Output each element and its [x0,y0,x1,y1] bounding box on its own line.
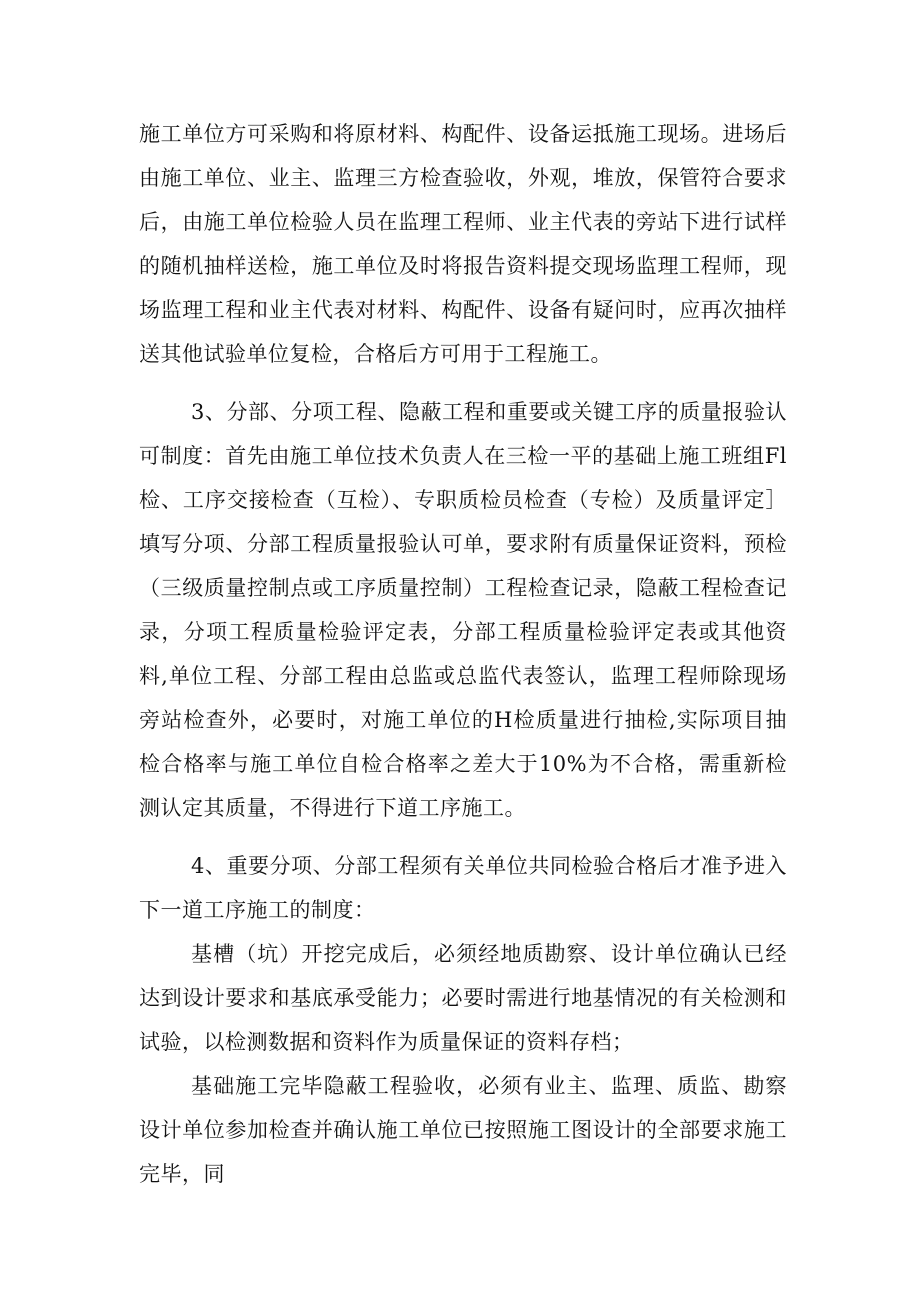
document-body [139,112,787,1196]
paragraph-materials-inspection: 施工单位方可采购和将原材料、构配件、设备运抵施工现场。进场后由施工单位、业主、监理三方检查验收，外观，堆放，保管符合要求后，由施工单位检验人员在监理工程师、业主代表的旁站下进行试样的随机抽样送检，施工单位及时将报告资料提交现场监理工程师，现场监理工程和业主代表对材料、构配件、设备有疑问时，应再次抽样送其他试验单位复检，合格后方可用于工程施工。 [139,122,787,366]
paragraph-section-4: 4、重要分项、分部工程须有关单位共同检验合格后才准予进入下一道工序施工的制度： [139,854,787,922]
paragraph-foundation-acceptance: 基础施工完毕隐蔽工程验收，必须有业主、监理、质监、勘察设计单位参加检查并确认施工单位已按照施工图设计的全部要求施工完毕，同 [139,1074,787,1186]
paragraph-foundation-pit: 基槽（坑）开挖完成后，必须经地质勘察、设计单位确认已经达到设计要求和基底承受能力；必要时需进行地基情况的有关检测和试验，以检测数据和资料作为质量保证的资料存档； [139,942,787,1054]
paragraph-section-3: 3、分部、分项工程、隐蔽工程和重要或关键工序的质量报验认可制度：首先由施工单位技术负责人在三检一平的基础上施工班组Fl检、工序交接检查（互检）、专职质检员检查（专检）及质量评定］填写分项、分部工程质量报验认可单，要求附有质量保证资料，预检（三级质量控制点或工序质量控制）工程检查记录，隐蔽工程检查记录，分项工程质量检验评定表，分部工程质量检验评定表或其他资料,单位工程、分部工程由总监或总监代表签认，监理工程师除现场旁站检查外，必要时，对施工单位的H检质量进行抽检,实际项目抽检合格率与施工单位自检合格率之差大于10%为不合格，需重新检测认定其质量，不得进行下道工序施工。 [139,400,787,820]
